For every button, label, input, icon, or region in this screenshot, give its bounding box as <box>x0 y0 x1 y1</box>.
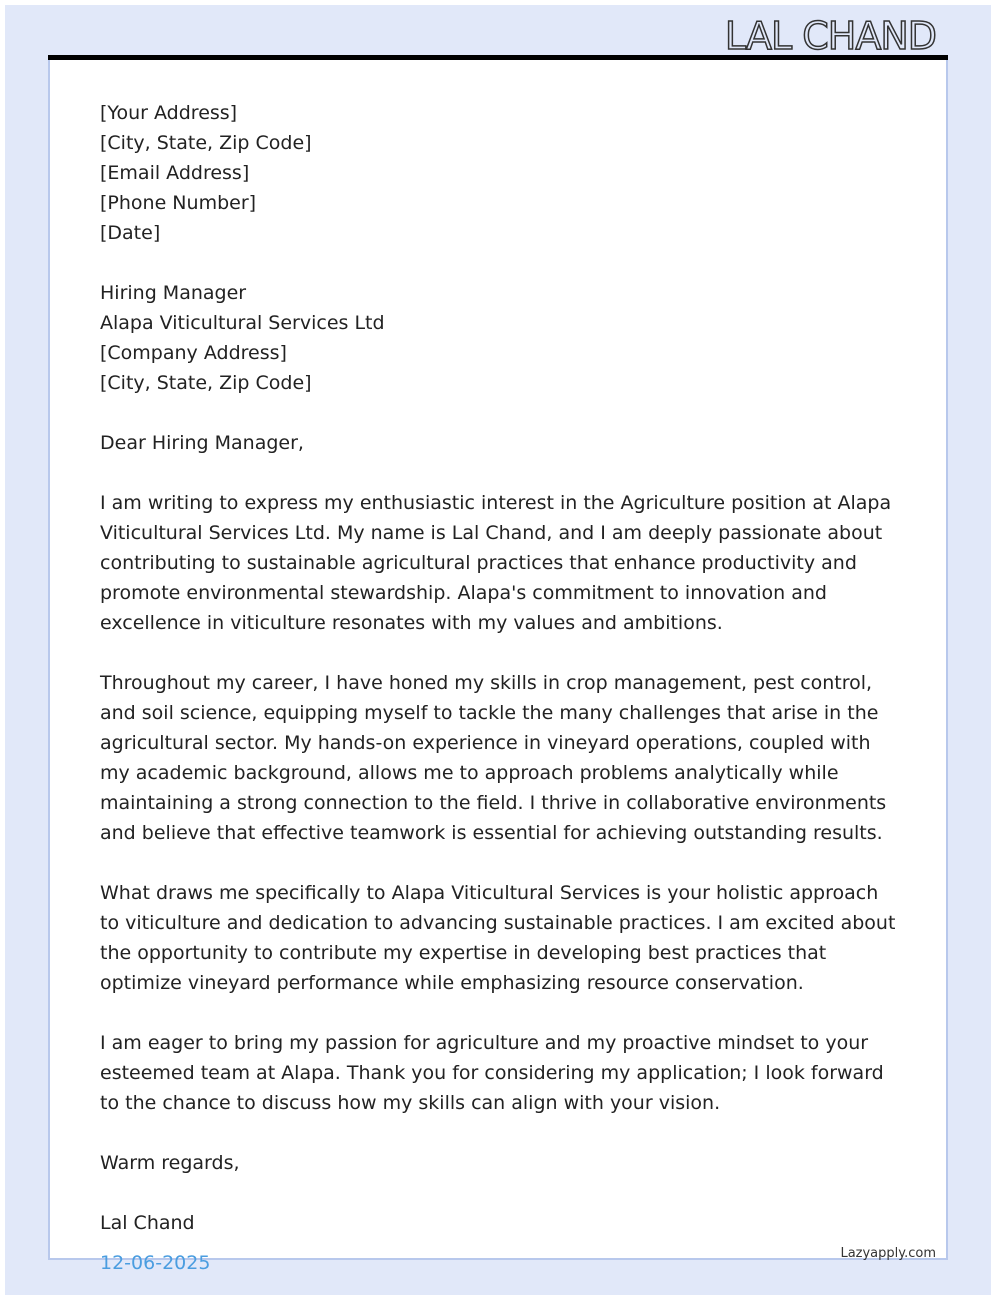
header-name: LAL CHAND <box>724 14 936 58</box>
cover-letter-body <box>100 98 900 1268</box>
salutation: Dear Hiring Manager, <box>100 432 304 454</box>
footer-brand: Lazyapply.com <box>840 1246 936 1261</box>
recipient-company: Alapa Viticultural Services Ltd <box>100 312 385 334</box>
sender-block <box>100 98 900 248</box>
closing: Warm regards, <box>100 1152 240 1174</box>
recipient-city-state-zip: [City, State, Zip Code] <box>100 372 312 394</box>
sender-city-state-zip: [City, State, Zip Code] <box>100 132 312 154</box>
recipient-block <box>100 278 900 398</box>
body-paragraph-2: Throughout my career, I have honed my skills in crop management, pest control, and soil science, equipping myself to tackle the many challenges that arise in the agricultural sector. My hands-on experience in vineyard operations, coupled with my academic background, allows me to approach problems analytically while maintaining a strong connection to the field. I thrive in collaborative environments and believe that effective teamwork is essential for achieving outstanding results. <box>100 672 887 844</box>
sender-date: [Date] <box>100 222 161 244</box>
sender-address: [Your Address] <box>100 102 238 124</box>
footer-date: 12-06-2025 <box>100 1252 211 1274</box>
body-paragraph-1: I am writing to express my enthusiastic interest in the Agriculture position at Alapa Viticultural Services Ltd. My name is Lal Chand, and I am deeply passionate about contributing to sustainable agricultural practices that enhance productivity and promote environmental stewardship. Alapa's commitment to innovation and excellence in viticulture resonates with my values and ambitions. <box>100 492 892 634</box>
sender-phone: [Phone Number] <box>100 192 257 214</box>
recipient-address: [Company Address] <box>100 342 287 364</box>
body-paragraph-3: What draws me specifically to Alapa Viticultural Services is your holistic approach to viticulture and dedication to advancing sustainable practices. I am excited about the opportunity to contribute my expertise in developing best practices that optimize vineyard performance while emphasizing resource conservation. <box>100 882 896 994</box>
recipient-title: Hiring Manager <box>100 282 247 304</box>
sender-email: [Email Address] <box>100 162 250 184</box>
body-paragraph-4: I am eager to bring my passion for agriculture and my proactive mindset to your esteemed team at Alapa. Thank you for considering my application; I look forward to the chance to discuss how my skills can align with your vision. <box>100 1032 884 1114</box>
signature: Lal Chand <box>100 1212 195 1234</box>
